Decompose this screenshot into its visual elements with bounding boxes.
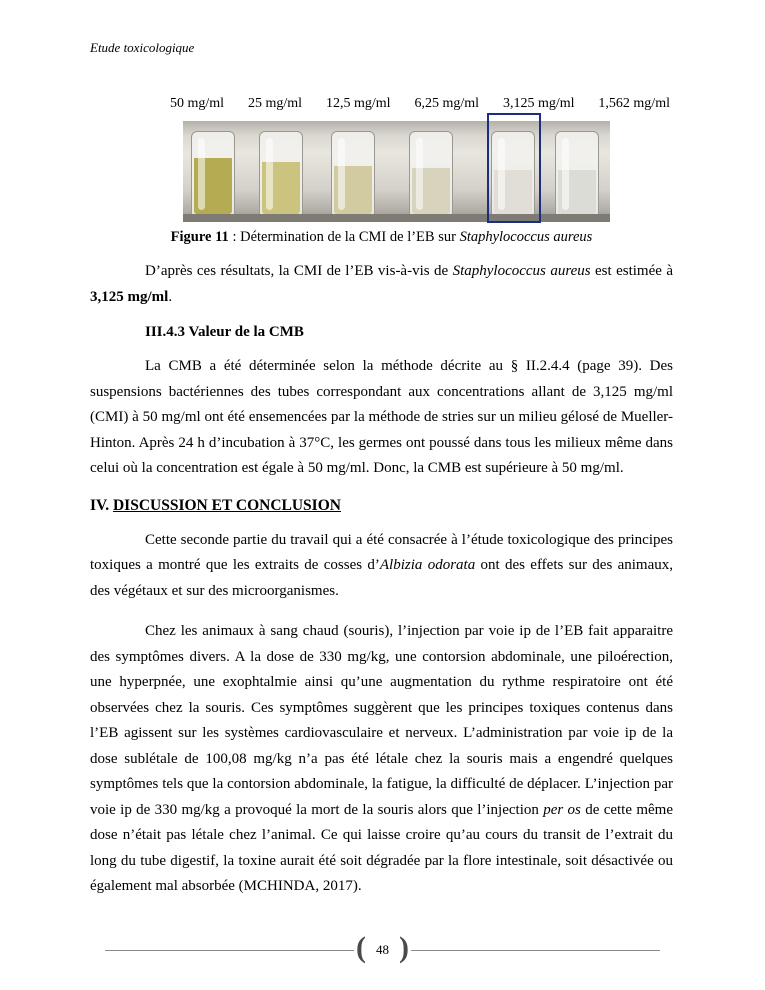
cmi-highlight-box bbox=[487, 113, 541, 223]
paragraph-discussion-2 bbox=[90, 619, 673, 900]
text-segment: Chez les animaux à sang chaud (souris), l’injection par voie ip de l’EB fait apparaitre des symptômes divers. A la dose de 330 mg/kg, une contorsion abdominale, une piloérection, une hyperpnée, une exophtalmie ainsi qu’une augmentation du rythme respiratoire ont été observées chez la souris. Ces symptômes suggèrent que les principes toxiques contenus dans l’EB agissent sur les systèmes cardiovasculaire et nerveux. L’administration par voie ip de la dose sublétale de 100,08 mg/kg n’a pas été létale chez la souris mais a engendré quelques symptômes tels que la contorsion abdominale, la fatigue, la difficulté de déplacer. L’injection par voie ip de 330 mg/kg a provoqué la mort de la souris alors que l’injection bbox=[90, 623, 673, 818]
figure-caption-species: Staphylococcus aureus bbox=[459, 229, 593, 245]
footer-rule-right bbox=[411, 950, 660, 951]
text-segment: ont des effets sur des animaux, des végétaux et sur des microorganismes. bbox=[90, 557, 673, 599]
vial-liquid bbox=[412, 168, 450, 214]
vial bbox=[191, 131, 235, 217]
vial-liquid bbox=[558, 170, 596, 214]
paragraph-cmi-result bbox=[90, 259, 673, 310]
species-name: Albizia odorata bbox=[379, 557, 476, 573]
figure-caption bbox=[90, 229, 673, 246]
vial bbox=[331, 131, 375, 217]
species-name: Staphylococcus aureus bbox=[452, 263, 591, 279]
concentration-label: 50 mg/ml bbox=[170, 96, 225, 111]
figure-caption-text: : Détermination de la CMI de l’EB sur bbox=[228, 229, 460, 245]
cmi-value: 3,125 mg/ml bbox=[90, 288, 169, 305]
concentration-label: 6,25 mg/ml bbox=[414, 96, 480, 111]
bracket-left-icon: ( bbox=[356, 931, 366, 964]
concentration-label: 3,125 mg/ml bbox=[502, 96, 575, 111]
text-segment: est estimée à bbox=[590, 263, 673, 279]
vial-liquid bbox=[334, 166, 372, 214]
text-segment: Cette seconde partie du travail qui a été consacrée à l’étude toxicologique des principes toxiques a montré que les extraits de cosses d’ bbox=[90, 531, 673, 573]
paragraph-discussion-1 bbox=[90, 528, 673, 605]
heading-cmb: III.4.3 Valeur de la CMB bbox=[145, 324, 304, 340]
vial bbox=[555, 131, 599, 217]
concentration-label: 1,562 mg/ml bbox=[598, 96, 670, 111]
latin-term: per os bbox=[543, 801, 581, 818]
vial-liquid bbox=[194, 158, 232, 214]
text-segment: D’après ces résultats, la CMI de l’EB vis-à-vis de bbox=[145, 263, 453, 279]
concentration-label: 12,5 mg/ml bbox=[325, 96, 391, 111]
page-number: 48 bbox=[376, 942, 389, 957]
paragraph-cmb: La CMB a été déterminée selon la méthode décrite au § II.2.4.4 (page 39). Des suspensions bactériennes des tubes correspondant aux concentrations allant de 3,125 mg/ml (CMI) à 50 mg/ml ont été ensemencées par la méthode de stries sur un milieu gélosé de Mueller-Hinton. Après 24 h d’incubation à 37°C, les germes ont poussé dans tous les milieux même dans celui où la concentration est égale à 50 mg/ml. Donc, la CMB est supérieure à 50 mg/ml. bbox=[90, 358, 673, 476]
vial bbox=[409, 131, 453, 217]
text-segment: de cette même dose n’était pas létale chez l’animal. Ce qui laisse croire qu’au cours du transit de l’extrait du long du tube digestif, la toxine aurait été soit dégradée par la flore intestinale, soit désactivée ou également mal absorbée (MCHINDA, 2017). bbox=[90, 801, 673, 894]
heading-number: IV. bbox=[90, 496, 113, 514]
bracket-right-icon: ) bbox=[399, 931, 409, 964]
running-head: Etude toxicologique bbox=[90, 40, 195, 55]
heading-discussion bbox=[90, 497, 673, 515]
vial-liquid bbox=[262, 162, 300, 214]
shelf-shadow bbox=[183, 214, 610, 222]
concentration-label: 25 mg/ml bbox=[247, 96, 303, 111]
figure-photo bbox=[183, 121, 610, 222]
figure-caption-label: Figure 11 bbox=[170, 229, 229, 245]
concentration-labels-row bbox=[170, 96, 670, 116]
vial bbox=[259, 131, 303, 217]
page-footer bbox=[105, 931, 660, 966]
footer-rule-left bbox=[105, 950, 354, 951]
figure-11 bbox=[90, 96, 673, 246]
heading-title: DISCUSSION ET CONCLUSION bbox=[112, 496, 341, 514]
text-segment: . bbox=[168, 288, 173, 305]
